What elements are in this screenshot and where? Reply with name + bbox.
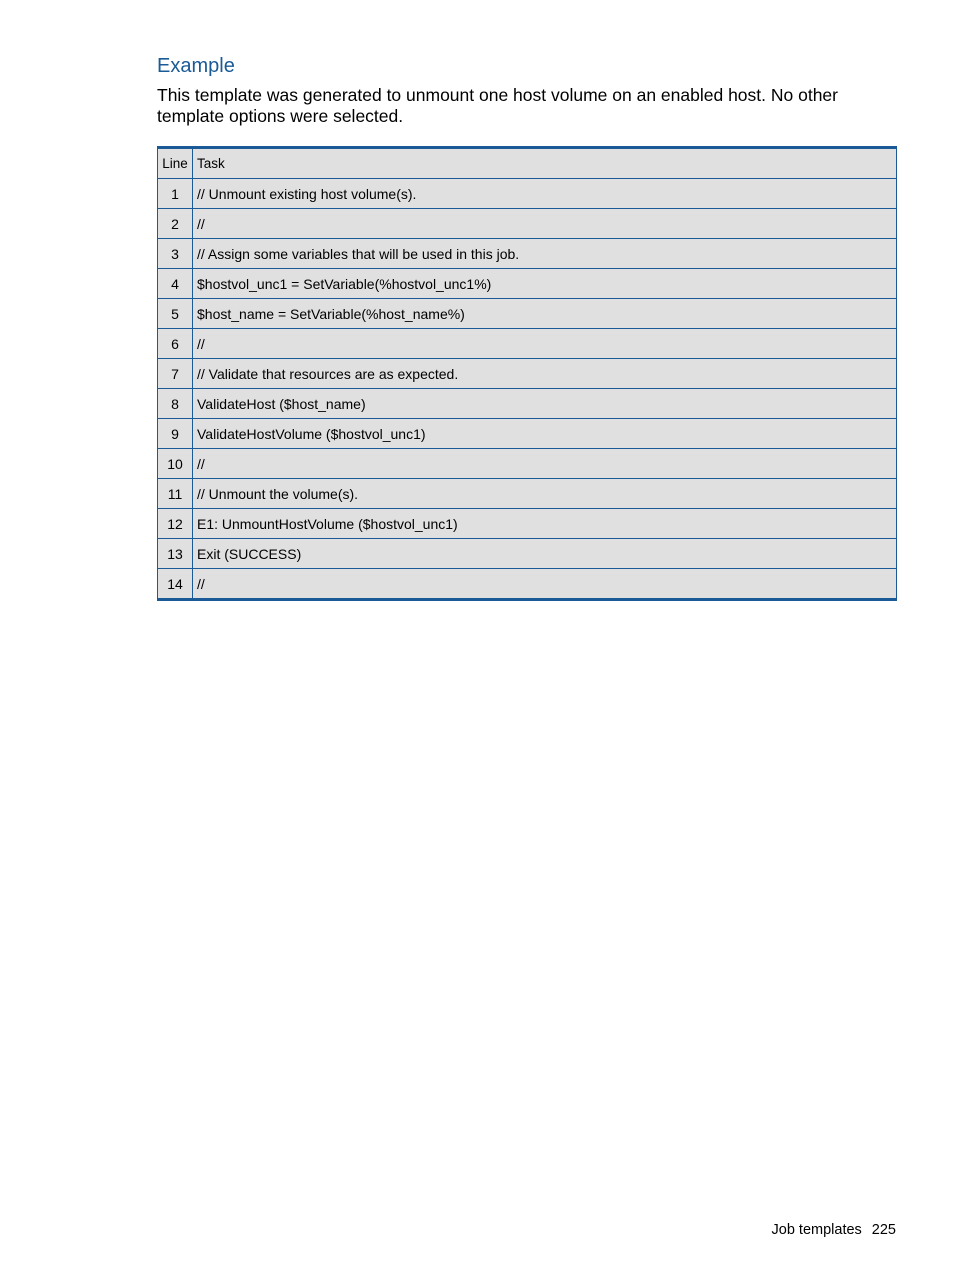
page-number: 225 xyxy=(871,1222,896,1238)
table-header-row xyxy=(158,148,897,179)
task-text: // xyxy=(193,569,897,600)
intro-paragraph: This template was generated to unmount one host volume on an enabled host. No other template options were selected. xyxy=(157,85,838,126)
task-text: // xyxy=(193,329,897,359)
task-text: $host_name = SetVariable(%host_name%) xyxy=(193,299,897,329)
line-number: 11 xyxy=(158,479,193,509)
line-number: 1 xyxy=(158,179,193,209)
section-heading: Example xyxy=(157,55,235,77)
task-text: // Unmount existing host volume(s). xyxy=(193,179,897,209)
task-text: // Assign some variables that will be used in this job. xyxy=(193,239,897,269)
line-number: 6 xyxy=(158,329,193,359)
header-task: Task xyxy=(193,148,897,179)
line-number: 7 xyxy=(158,359,193,389)
line-number: 13 xyxy=(158,539,193,569)
task-text: // xyxy=(193,209,897,239)
table-row xyxy=(158,449,897,479)
line-number: 14 xyxy=(158,569,193,600)
table-row xyxy=(158,479,897,509)
header-line: Line xyxy=(158,148,193,179)
table-row xyxy=(158,299,897,329)
task-text: // xyxy=(193,449,897,479)
table-row xyxy=(158,179,897,209)
task-text: // Unmount the volume(s). xyxy=(193,479,897,509)
table-row xyxy=(158,269,897,299)
table-row xyxy=(158,389,897,419)
line-number: 4 xyxy=(158,269,193,299)
task-text: E1: UnmountHostVolume ($hostvol_unc1) xyxy=(193,509,897,539)
line-number: 12 xyxy=(158,509,193,539)
table-row xyxy=(158,419,897,449)
footer-section-title: Job templates xyxy=(771,1222,862,1238)
job-template-table xyxy=(157,146,897,601)
table-row xyxy=(158,239,897,269)
task-text: Exit (SUCCESS) xyxy=(193,539,897,569)
table-row xyxy=(158,209,897,239)
table-row xyxy=(158,569,897,600)
task-text: ValidateHostVolume ($hostvol_unc1) xyxy=(193,419,897,449)
line-number: 5 xyxy=(158,299,193,329)
task-text: $hostvol_unc1 = SetVariable(%hostvol_unc1%) xyxy=(193,269,897,299)
page-footer xyxy=(772,1222,896,1238)
line-number: 9 xyxy=(158,419,193,449)
table-row xyxy=(158,359,897,389)
table-row xyxy=(158,329,897,359)
task-text: ValidateHost ($host_name) xyxy=(193,389,897,419)
line-number: 8 xyxy=(158,389,193,419)
line-number: 2 xyxy=(158,209,193,239)
line-number: 3 xyxy=(158,239,193,269)
task-text: // Validate that resources are as expected. xyxy=(193,359,897,389)
table-row xyxy=(158,539,897,569)
table-row xyxy=(158,509,897,539)
line-number: 10 xyxy=(158,449,193,479)
